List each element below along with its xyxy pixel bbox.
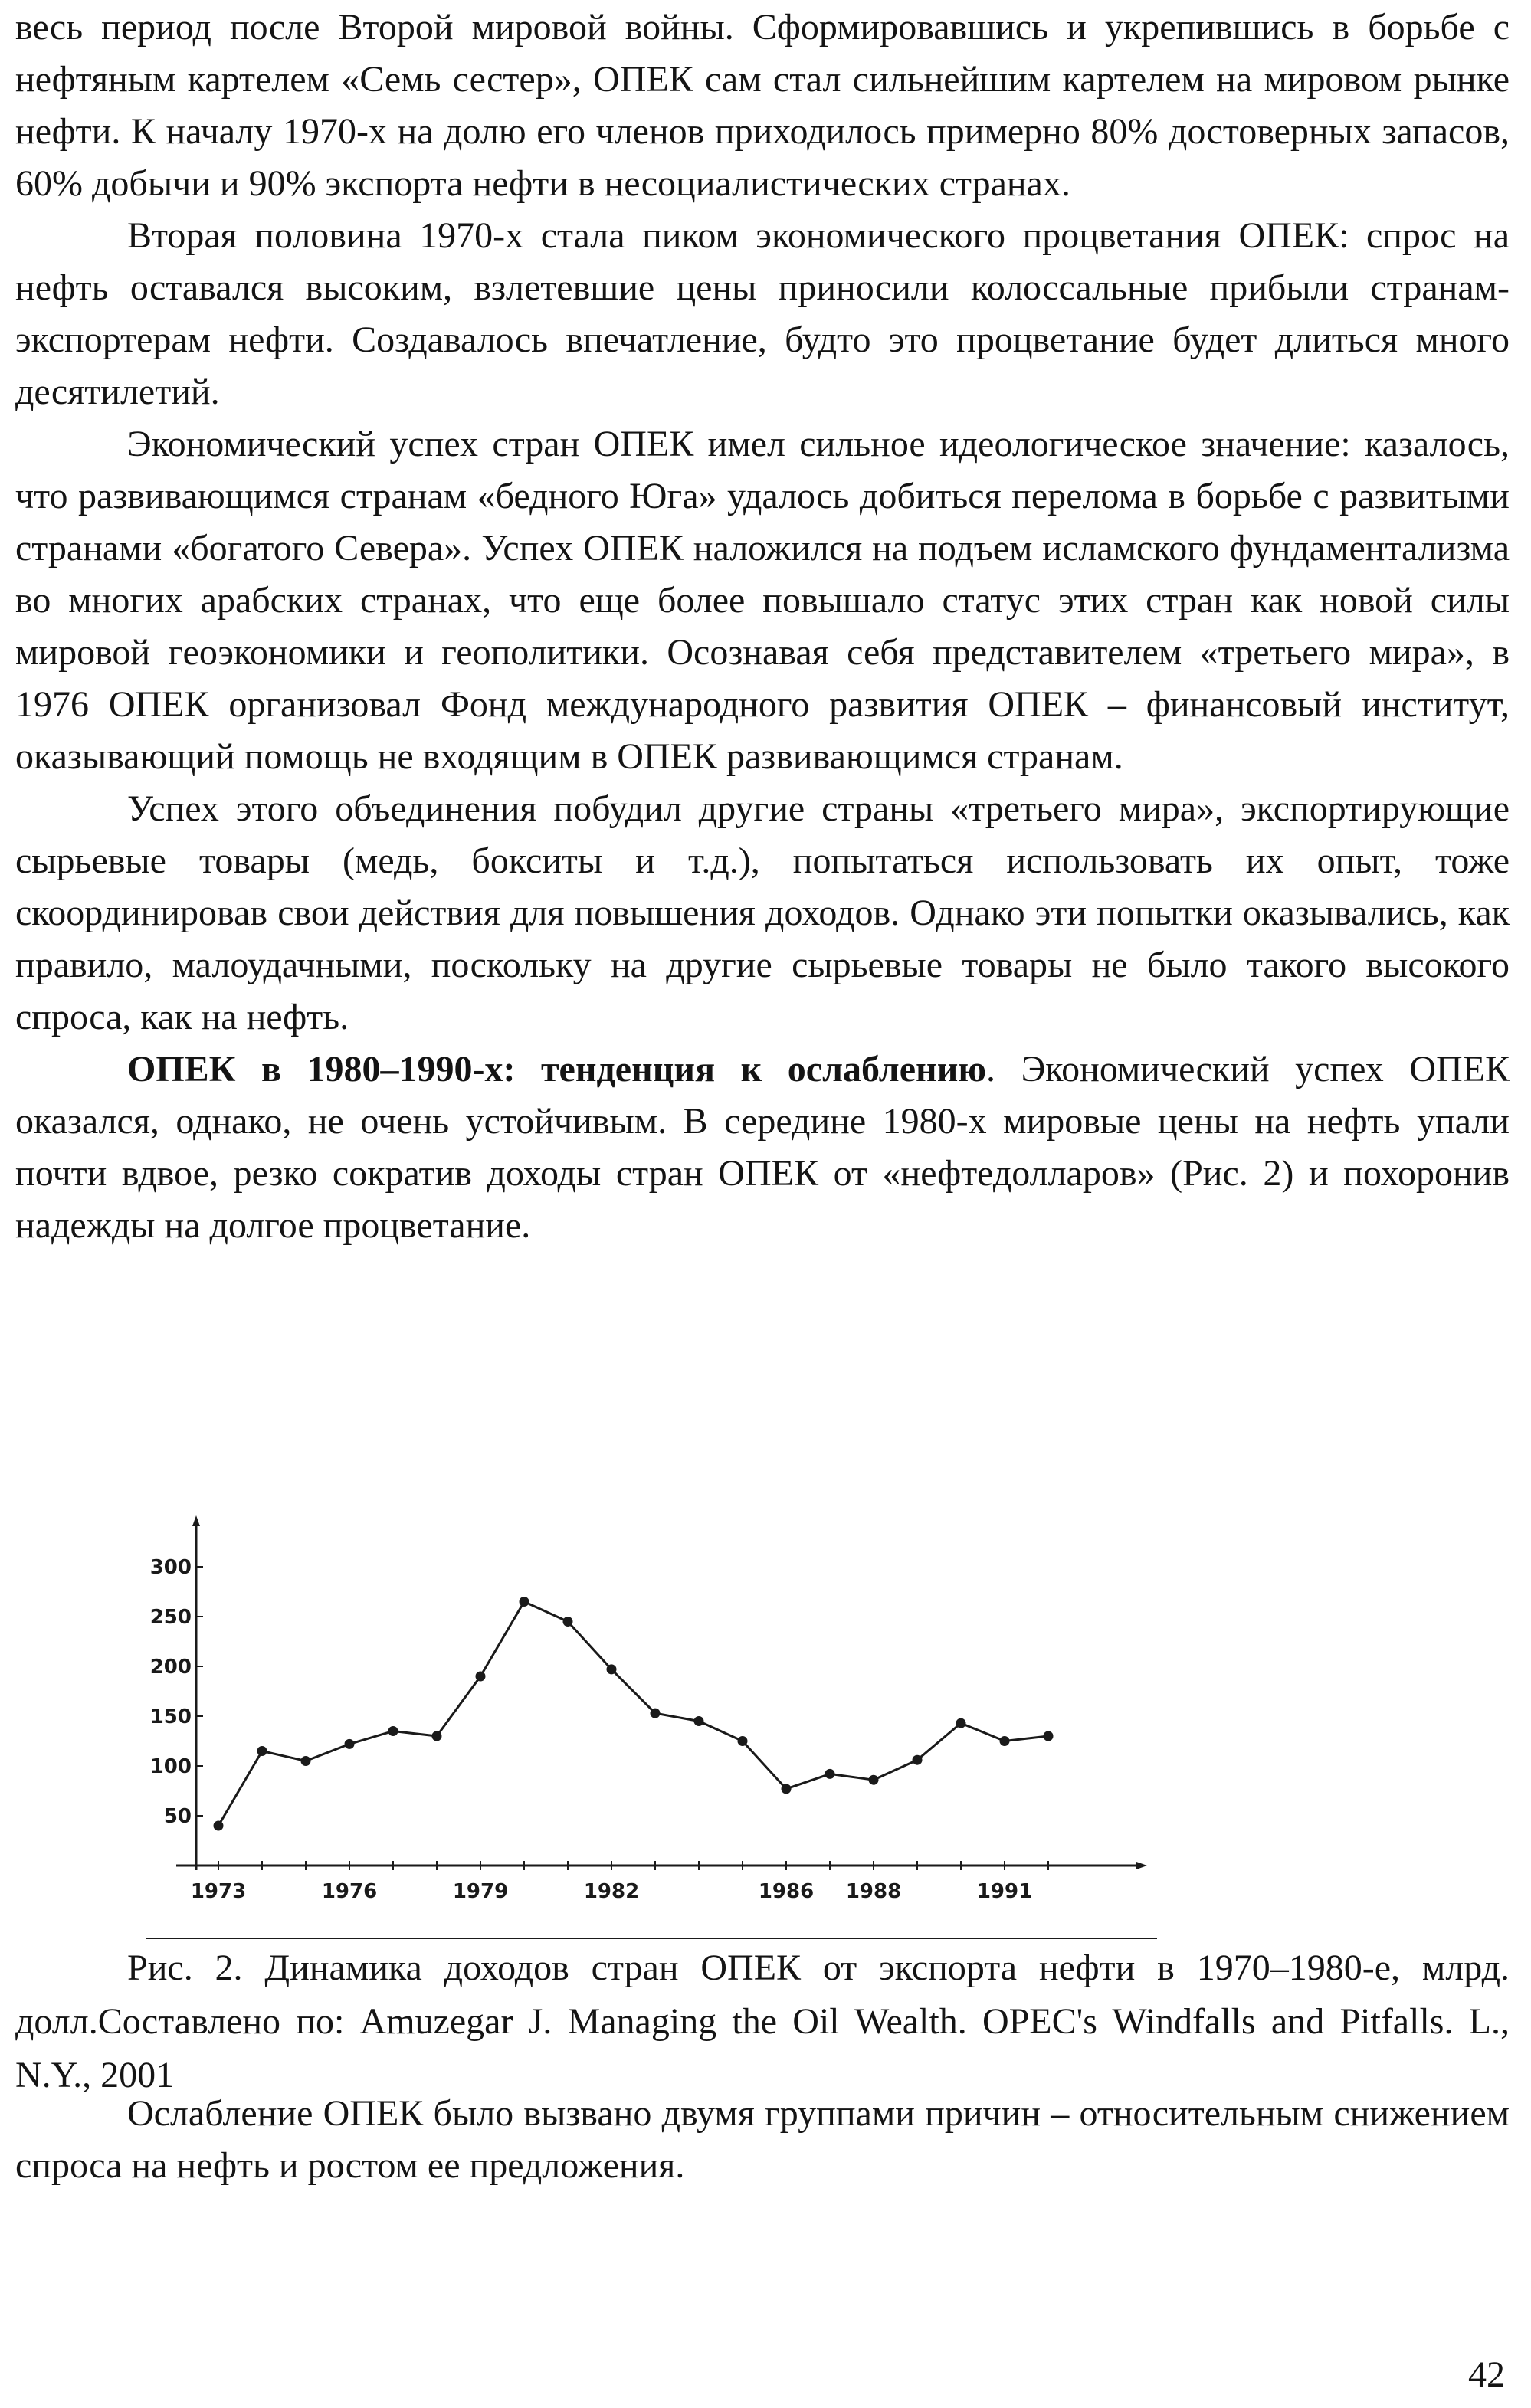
data-point (956, 1718, 966, 1728)
y-tick-label: 150 (149, 1705, 192, 1728)
revenue-chart (146, 1513, 1165, 1942)
x-tick-label: 1988 (845, 1880, 902, 1903)
y-tick-label: 250 (149, 1606, 192, 1629)
section-heading: ОПЕК в 1980–1990-х: тенденция к ослаблению (127, 1049, 987, 1089)
data-point (520, 1597, 529, 1607)
x-tick-label: 1973 (190, 1880, 247, 1903)
x-tick-label: 1982 (583, 1880, 640, 1903)
x-tick-label: 1991 (976, 1880, 1033, 1903)
figure-caption-text: Рис. 2. Динамика доходов стран ОПЕК от экспорта нефти в 1970–1980-е, млрд. долл.Составлено по: Amuzegar J. Managing the Oil Wealth. OPEC's Windfalls and Pitfalls. L., N.Y., 2001 (15, 1948, 1510, 2095)
data-point (432, 1731, 442, 1741)
data-point (651, 1709, 661, 1718)
y-tick-label: 300 (149, 1556, 192, 1579)
paragraph-3: Экономический успех стран ОПЕК имел сильное идеологическое значение: казалось, что развивающимся странам «бедного Юга» удалось добиться перелома в борьбе с развитыми странами «богатого Севера». Успех ОПЕК наложился на подъем исламского фундаментализма во многих арабских странах, что еще более повышало статус этих стран как новой силы мировой геоэкономики и геополитики. Осознавая себя представителем «третьего мира», в 1976 ОПЕК организовал Фонд международного развития ОПЕК – финансовый институт, оказывающий помощь не входящим в ОПЕК развивающимся странам. (15, 424, 1510, 777)
page-number: 42 (1468, 2354, 1505, 2395)
figure-caption (15, 1941, 1510, 2102)
data-point (694, 1716, 704, 1726)
data-point (738, 1736, 748, 1746)
data-point (214, 1821, 224, 1831)
paragraph-2: Вторая половина 1970-х стала пиком экономического процветания ОПЕК: спрос на нефть оставался высоким, взлетевшие цены приносили колоссальные прибыли странам-экспортерам нефти. Создавалось впечатление, будто это процветание будет длиться много десятилетий. (15, 215, 1510, 412)
paragraph-1: весь период после Второй мировой войны. Сформировавшись и укрепившись в борьбе с нефтяным картелем «Семь сестер», ОПЕК сам стал сильнейшим картелем на мировом рынке нефти. К началу 1970-х на долю его членов приходилось примерно 80% достоверных запасов, 60% добычи и 90% экспорта нефти в несоциалистических странах. (15, 7, 1510, 204)
data-point (913, 1755, 923, 1765)
data-point (825, 1769, 835, 1779)
data-point (388, 1726, 398, 1736)
data-point (345, 1739, 355, 1749)
revenue-chart-svg (146, 1513, 1165, 1942)
data-point (563, 1617, 573, 1627)
data-point (1000, 1736, 1010, 1746)
body-text (15, 2, 1510, 1252)
paragraph-5-text: . Экономический успех ОПЕК оказался, однако, не очень устойчивым. В середине 1980-х мировые цены на нефть упали почти вдвое, резко сократив доходы стран ОПЕК от «нефтедолларов» (Рис. 2) и похоронив надежды на долгое процветание. (15, 1049, 1510, 1246)
data-point (782, 1784, 792, 1794)
data-point (869, 1775, 879, 1785)
revenue-series-line (218, 1602, 1048, 1826)
data-point (301, 1756, 311, 1766)
x-tick-label: 1986 (758, 1880, 815, 1903)
paragraph-5 (15, 1043, 1510, 1252)
data-point (607, 1664, 617, 1674)
data-point (257, 1746, 267, 1756)
paragraph-4: Успех этого объединения побудил другие страны «третьего мира», экспортирующие сырьевые товары (медь, бокситы и т.д.), попытаться использовать их опыт, тоже скоординировав свои действия для повышения доходов. Однако эти попытки оказывались, как правило, малоудачными, поскольку на другие сырьевые товары не было такого высокого спроса, как на нефть. (15, 788, 1510, 1037)
x-tick-label: 1976 (321, 1880, 378, 1903)
closing-text (15, 2088, 1510, 2192)
paragraph-closing: Ослабление ОПЕК было вызвано двумя группами причин – относительным снижением спроса на нефть и ростом ее предложения. (15, 2093, 1510, 2186)
y-tick-label: 50 (163, 1805, 192, 1828)
y-tick-label: 100 (149, 1755, 192, 1778)
data-point (1044, 1731, 1054, 1741)
data-point (476, 1672, 486, 1682)
x-tick-label: 1979 (452, 1880, 509, 1903)
y-tick-label: 200 (149, 1656, 192, 1679)
